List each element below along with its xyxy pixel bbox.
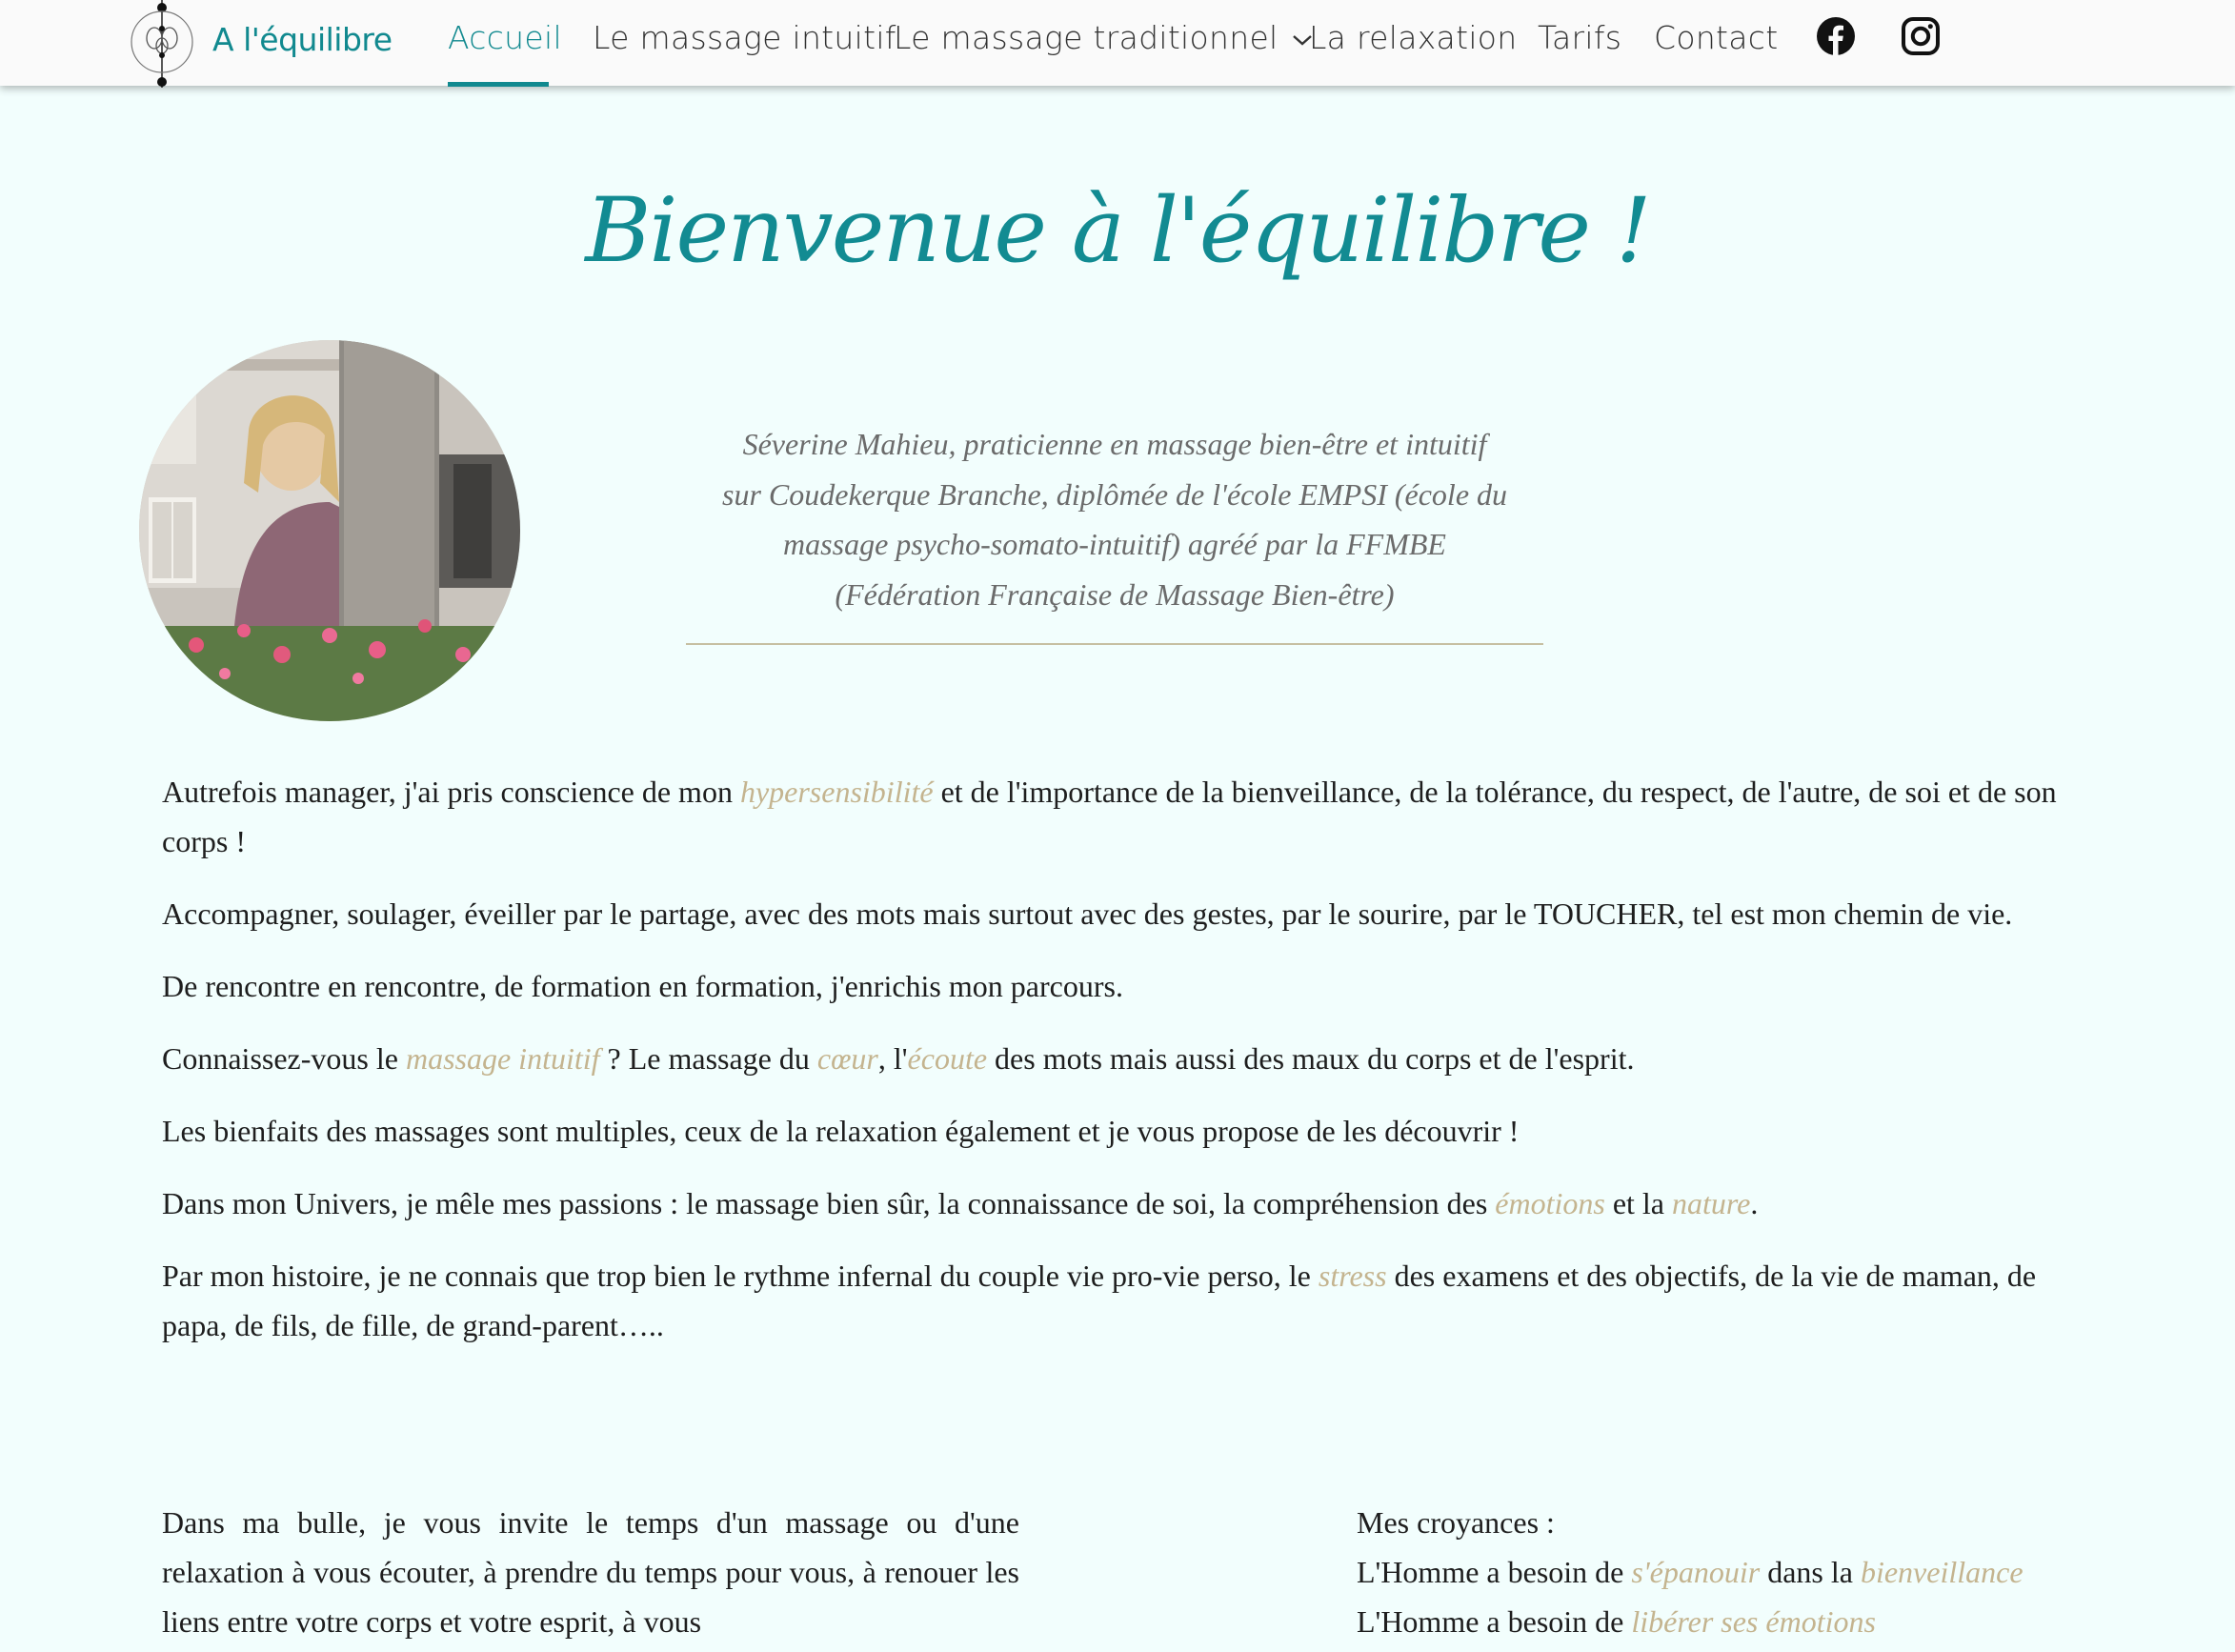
bulle-text: Dans ma bulle, je vous invite le temps d'un massage ou d'une relaxation à vous écouter, à prendre du temps pour vous, à renouer les liens entre votre corps et votre esprit, à vous <box>162 1505 1019 1639</box>
text: L'Homme a besoin de <box>1357 1604 1632 1639</box>
link-ecoute[interactable]: écoute <box>907 1041 988 1076</box>
intro-line: massage psycho-somato-intuitif) agréé par la FFMBE <box>783 527 1446 561</box>
text: et de l'importance de la bienveillance, de la tolérance, du respect, de l'autre, de soi et de son corps ! <box>162 775 2057 858</box>
paragraph: Accompagner, soulager, éveiller par le partage, avec des mots mais surtout avec des gestes, par le sourire, par le TOUCHER, tel est mon chemin de vie. <box>162 897 2013 931</box>
nav-active-underline <box>448 82 549 87</box>
link-hypersensibilite[interactable]: hypersensibilité <box>739 775 934 809</box>
intro-line: (Fédération Française de Massage Bien-être) <box>835 576 1395 612</box>
logo-mandala-icon <box>120 0 208 88</box>
paragraph <box>162 1034 2091 1083</box>
site-logo[interactable] <box>120 0 406 88</box>
text: et la <box>1604 1186 1672 1220</box>
paragraph <box>162 1251 2091 1350</box>
text: . <box>1750 1186 1759 1220</box>
logo-text: A l'équilibre <box>212 21 393 58</box>
link-emotions[interactable]: émotions <box>1495 1186 1605 1220</box>
body-text <box>162 767 2091 1373</box>
nav-relaxation[interactable]: La relaxation <box>1309 19 1518 56</box>
nav-tarifs[interactable]: Tarifs <box>1538 19 1622 56</box>
text: ? Le massage du <box>599 1041 817 1076</box>
paragraph <box>162 767 2091 866</box>
text: Autrefois manager, j'ai pris conscience de mon <box>162 775 740 809</box>
instagram-icon[interactable] <box>1902 17 1940 55</box>
paragraph <box>162 1179 2091 1228</box>
text: dans la <box>1760 1555 1861 1589</box>
paragraph: Les bienfaits des massages sont multiples, ceux de la relaxation également et je vous propose de les découvrir ! <box>162 1114 1520 1148</box>
link-stress[interactable]: stress <box>1318 1259 1387 1293</box>
nav-massage-traditionnel-label: Le massage traditionnel <box>894 19 1279 56</box>
link-bienveillance[interactable]: bienveillance <box>1860 1555 2024 1589</box>
croyance-line <box>1357 1597 2109 1646</box>
text: L'Homme a besoin de <box>1357 1555 1632 1589</box>
link-massage-intuitif[interactable]: massage intuitif <box>405 1041 600 1076</box>
link-s-epanouir[interactable]: s'épanouir <box>1631 1555 1761 1589</box>
text: Connaissez-vous le <box>162 1041 406 1076</box>
link-coeur[interactable]: cœur <box>816 1041 878 1076</box>
croyances-list <box>1357 1498 2109 1646</box>
text: des examens et des objectifs, de la vie de maman, de papa, de fils, de fille, de grand-parent….. <box>162 1259 2037 1342</box>
portrait-photo <box>139 340 520 721</box>
nav-massage-traditionnel[interactable] <box>894 19 1313 56</box>
site-header <box>0 0 2235 86</box>
intro-line: sur Coudekerque Branche, diplômée de l'école EMPSI (école du <box>721 476 1508 512</box>
intro-divider <box>686 643 1543 645</box>
page-title: Bienvenue à l'équilibre ! <box>585 179 1650 283</box>
intro-text <box>686 419 1543 619</box>
nav-accueil[interactable]: Accueil <box>448 19 562 56</box>
link-nature[interactable]: nature <box>1672 1186 1751 1220</box>
nav-contact[interactable]: Contact <box>1654 19 1779 56</box>
nav-massage-intuitif[interactable]: Le massage intuitif <box>593 19 896 56</box>
link-liberer-ses-emotions[interactable]: libérer ses émotions <box>1631 1604 1876 1639</box>
facebook-icon[interactable] <box>1817 17 1855 55</box>
text: Par mon histoire, je ne connais que trop bien le rythme infernal du couple vie pro-vie perso, le <box>162 1259 1319 1293</box>
text: des mots mais aussi des maux du corps et de l'esprit. <box>987 1041 1635 1076</box>
croyances-heading: Mes croyances : <box>1357 1505 1555 1540</box>
paragraph: De rencontre en rencontre, de formation en formation, j'enrichis mon parcours. <box>162 969 1123 1003</box>
text: , l' <box>877 1041 908 1076</box>
croyance-line <box>1357 1547 2109 1597</box>
intro-line: Séverine Mahieu, praticienne en massage bien-être et intuitif <box>742 427 1487 461</box>
text: Dans mon Univers, je mêle mes passions : le massage bien sûr, la connaissance de soi, la compréhension des <box>162 1186 1496 1220</box>
